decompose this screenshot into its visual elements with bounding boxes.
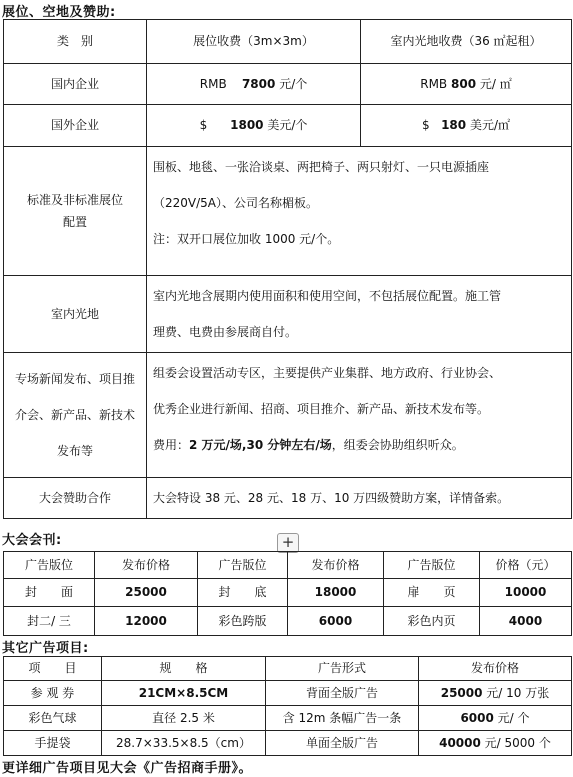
- booth-fee-table: [3, 19, 572, 519]
- header-category: 类 别: [4, 20, 147, 64]
- description-line: 组委会设置活动专区，主要提供产业集群、地方政府、行业协会、: [153, 366, 502, 380]
- price-value: 40000: [439, 735, 481, 750]
- row-label: 国外企业: [4, 105, 147, 147]
- table-header-row: [4, 552, 572, 579]
- fee-prefix: 费用：: [153, 438, 190, 452]
- price-unit: 元/ 5000 个: [480, 735, 551, 750]
- description-line: （220V/5A）、公司名称楣板。: [153, 196, 319, 210]
- header-cell: 发布价格: [419, 657, 572, 681]
- table-row-standard: [4, 147, 572, 276]
- section-heading-journal: 大会会刊:: [2, 533, 62, 548]
- description-line: 注：双开口展位加收 1000 元/个。: [153, 232, 340, 246]
- row-label: 大会赞助合作: [4, 478, 147, 519]
- item-name: 参 观 券: [4, 681, 102, 706]
- item-name: 手提袋: [4, 731, 102, 756]
- header-cell: 广告版位: [384, 552, 480, 579]
- price-value: 25000: [440, 685, 483, 700]
- ad-position: 扉 页: [384, 579, 480, 607]
- price-value: 1800: [230, 118, 264, 133]
- section-heading-booth: 展位、空地及赞助:: [2, 5, 116, 20]
- fee-value: 2 万元/场,30 分钟左右/场: [189, 438, 332, 452]
- ad-price: 4000: [480, 607, 572, 636]
- table-row: [4, 579, 572, 607]
- header-space-fee: 室内光地收费（36 ㎡起租）: [361, 20, 572, 64]
- row-label: [4, 353, 147, 478]
- booth-price: [147, 64, 361, 105]
- table-row: [4, 731, 572, 756]
- footer-note: 更详细广告项目见大会《广告招商手册》。: [2, 761, 253, 776]
- row-label-text: 专场新闻发布、项目推介会、新产品、新技术发布等: [14, 372, 135, 458]
- currency-prefix: RMB: [420, 76, 448, 91]
- currency-prefix: RMB: [199, 76, 227, 91]
- price-value: 7800: [241, 76, 276, 91]
- header-booth-fee: 展位收费（3m×3m）: [147, 20, 361, 64]
- table-row-sponsor: [4, 478, 572, 519]
- ad-position: 彩色内页: [384, 607, 480, 636]
- item-spec: 21CM×8.5CM: [102, 681, 266, 706]
- price-unit: 元/ 10 万张: [482, 685, 550, 700]
- price-unit: 元/ 个: [493, 710, 530, 725]
- price-unit: 元/ ㎡: [479, 76, 512, 91]
- row-description: 大会特设 38 元、28 元、18 万、10 万四级赞助方案，详情备索。: [147, 478, 572, 519]
- table-row-news: [4, 353, 572, 478]
- price-unit: 美元/个: [267, 118, 308, 133]
- ad-price: 12000: [95, 607, 198, 636]
- description-line: 围板、地毯、一张洽谈桌、两把椅子、两只射灯、一只电源插座: [153, 160, 490, 174]
- table-row: [4, 607, 572, 636]
- table-row-domestic: [4, 64, 572, 105]
- description-line: 室内光地含展期内使用面积和使用空间，不包括展位配置。施工管: [153, 289, 502, 303]
- space-price: [361, 105, 572, 147]
- header-cell: 项 目: [4, 657, 102, 681]
- item-form: 单面全版广告: [266, 731, 419, 756]
- description-line: 理费、电费由参展商自付。: [153, 325, 298, 339]
- price-value: 800: [451, 76, 477, 91]
- space-price: [361, 64, 572, 105]
- description-line: [153, 427, 565, 463]
- ad-price: 10000: [480, 579, 572, 607]
- section-heading-other-ads: 其它广告项目:: [2, 641, 89, 656]
- header-cell: 发布价格: [288, 552, 384, 579]
- price-unit: 元/个: [279, 76, 308, 91]
- row-label-text: 标准及非标准展位配置: [26, 193, 123, 229]
- booth-price: [147, 105, 361, 147]
- row-label: 国内企业: [4, 64, 147, 105]
- item-price: [419, 681, 572, 706]
- item-spec: 直径 2.5 米: [102, 706, 266, 731]
- table-header-row: [4, 657, 572, 681]
- item-price: [419, 731, 572, 756]
- table-row: [4, 681, 572, 706]
- price-value: 6000: [460, 710, 494, 725]
- item-spec: 28.7×33.5×8.5（cm）: [102, 731, 266, 756]
- ad-price: 6000: [288, 607, 384, 636]
- ad-position: 彩色跨版: [198, 607, 288, 636]
- table-row-space: [4, 276, 572, 353]
- ad-position: 封 面: [4, 579, 95, 607]
- ad-price: 25000: [95, 579, 198, 607]
- header-cell: 价格（元）: [480, 552, 572, 579]
- item-price: [419, 706, 572, 731]
- ad-position: 封 底: [198, 579, 288, 607]
- header-cell: 广告版位: [4, 552, 95, 579]
- row-description: [147, 353, 572, 478]
- price-unit: 美元/㎡: [469, 118, 511, 133]
- add-button[interactable]: +: [277, 533, 299, 553]
- row-description: [147, 147, 572, 276]
- other-ads-table: [3, 656, 572, 756]
- price-value: 180: [441, 118, 467, 133]
- table-row: [4, 706, 572, 731]
- currency-prefix: $: [199, 118, 208, 133]
- table-header-row: [4, 20, 572, 64]
- ad-position: 封二/ 三: [4, 607, 95, 636]
- item-name: 彩色气球: [4, 706, 102, 731]
- header-cell: 规 格: [102, 657, 266, 681]
- journal-ad-table: [3, 551, 572, 636]
- item-form: 含 12m 条幅广告一条: [266, 706, 419, 731]
- row-description: [147, 276, 572, 353]
- row-label: [4, 147, 147, 276]
- ad-price: 18000: [288, 579, 384, 607]
- fee-suffix: ，组委会协助组织听众。: [331, 438, 464, 452]
- currency-prefix: $: [421, 118, 430, 133]
- header-cell: 广告形式: [266, 657, 419, 681]
- row-label: 室内光地: [4, 276, 147, 353]
- item-form: 背面全版广告: [266, 681, 419, 706]
- table-row-foreign: [4, 105, 572, 147]
- header-cell: 广告版位: [198, 552, 288, 579]
- header-cell: 发布价格: [95, 552, 198, 579]
- description-line: 优秀企业进行新闻、招商、项目推介、新产品、新技术发布等。: [153, 402, 490, 416]
